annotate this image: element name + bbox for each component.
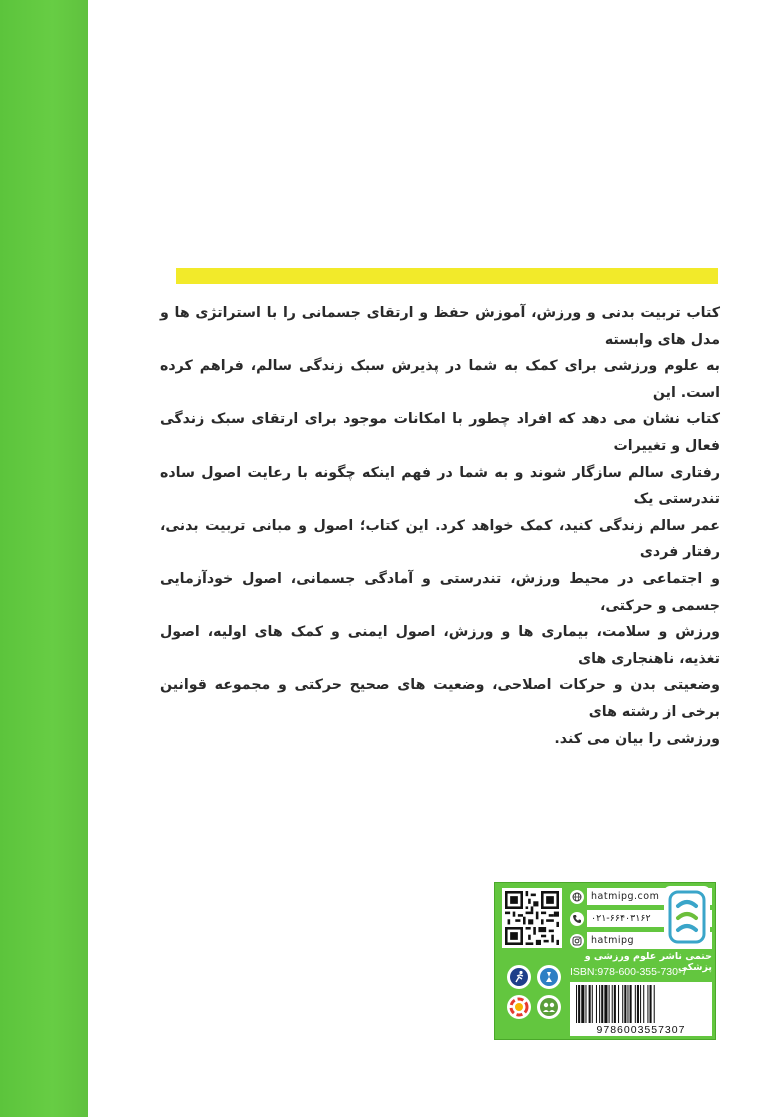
blurb-line: به علوم ورزشی برای کمک به شما در پذیرش سبک زندگی سالم، فراهم کرده است. این [160,358,720,401]
barcode-bar [650,985,652,1023]
blurb-line: و اجتماعی در محیط ورزش، تندرستی و آمادگی جسمانی، اصول خودآزمایی جسمی و حرکتی، [160,570,720,614]
qr-code [502,888,562,948]
blurb-line: رفتاری سالم سازگار شوند و به شما در فهم اینکه چگونه با رعایت اصول ساده تندرستی یک [160,464,720,508]
publisher-name: حتمی ناشر علوم ورزشی و پزشکی [584,951,712,973]
badge-medical-icon [537,965,561,989]
barcode [570,982,712,1036]
blurb-line: کتاب تربیت بدنی و ورزش، آموزش حفظ و ارتقای جسمانی را با استراتژی ها و مدل های وابسته [160,305,720,348]
certification-badges [505,955,565,1035]
blurb-line: وضعیتی بدن و حرکات اصلاحی، وضعیت های صحیح حرکتی و مجموعه قوانین برخی از رشته های [160,677,720,720]
barcode-bar [624,985,626,1023]
badge-rings-icon [507,995,531,1019]
barcode-digits: 9786003557307 [596,1024,686,1036]
accent-bar [176,268,718,284]
qr-code-icon [505,891,559,945]
book-spine-strip [0,0,88,1117]
barcode-bar [654,985,655,1023]
isbn-number: ISBN:978-600-355-730-7 [570,966,688,978]
barcode-bar [589,985,591,1023]
blurb-line: ورزش و سلامت، بیماری ها و ورزش، اصول ایمنی و کمک های اولیه، اصول تغذیه، ناهنجاری های [160,624,720,667]
barcode-bar [647,985,648,1023]
barcode-bar [637,985,639,1023]
publisher-logo-icon [668,890,706,944]
phone-icon [570,912,584,926]
barcode-bar [576,985,577,1023]
blurb-line: عمر سالم زندگی کنید، کمک خواهد کرد. این کتاب؛ اصول و مبانی تربیت بدنی، رفتار فردی [160,517,720,561]
phone-text: ۰۲۱-۶۶۴۰۳۱۶۲ [587,910,712,927]
globe-icon [570,890,584,904]
instagram-icon [570,934,584,948]
barcode-bar [618,985,619,1023]
blurb-line: کتاب نشان می دهد که افراد چطور با امکانات موجود برای ارتقای سبک زندگی فعال و تغییرات [160,411,720,454]
barcode-bar [581,985,584,1023]
barcode-bar [596,985,597,1023]
barcode-bar [612,985,613,1023]
barcode-bar [622,985,623,1023]
website-text: hatmipg.com [587,888,712,905]
barcode-bar [585,985,586,1023]
barcode-bar [609,985,610,1023]
barcode-bar [614,985,616,1023]
barcode-bar [643,985,644,1023]
barcode-bar [640,985,641,1023]
badge-runner-icon [507,965,531,989]
barcode-bar [630,985,632,1023]
barcode-bar [599,985,600,1023]
barcode-icon [574,985,708,1023]
blurb-line: ورزشی را بیان می کند. [554,730,720,747]
barcode-bar [601,985,603,1023]
barcode-bar [627,985,628,1023]
back-cover-blurb [160,300,720,752]
barcode-bar [635,985,636,1023]
barcode-bar [604,985,607,1023]
publisher-logo [664,886,710,948]
barcode-bar [592,985,593,1023]
barcode-bar [578,985,580,1023]
instagram-text: hatmipg [587,932,712,949]
badge-people-icon [537,995,561,1019]
